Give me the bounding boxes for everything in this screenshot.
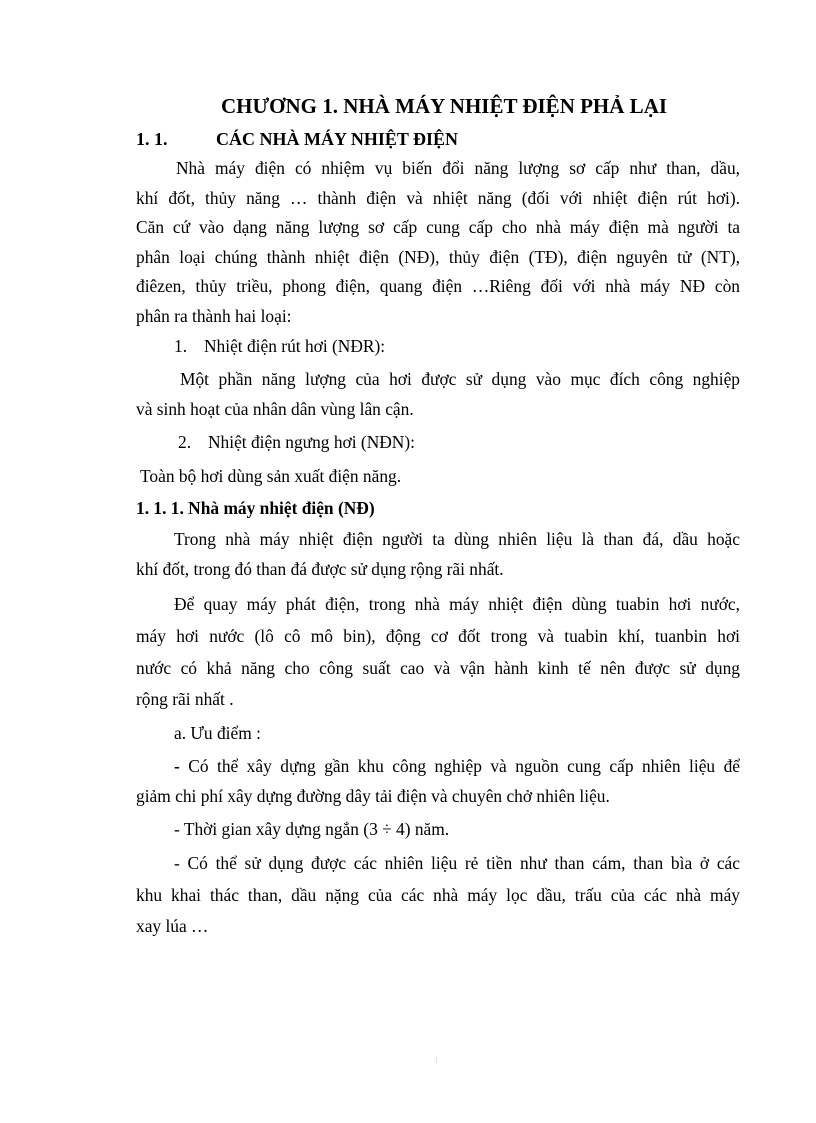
intro-paragraph bbox=[136, 154, 740, 332]
description-line: và sinh hoạt của nhân dân vùng lân cận. bbox=[136, 398, 414, 419]
extraction-plant-description bbox=[136, 365, 740, 424]
description-line: Một phần năng lượng của hơi được sử dụng vào mục đích công nghiệp bbox=[180, 369, 740, 390]
list-item-condensing-plant bbox=[136, 428, 740, 458]
list-number: 2. bbox=[178, 432, 192, 453]
advantage-line: - Có thể sử dụng được các nhiên liệu rẻ tiền như than cám, than bìa ở các bbox=[174, 853, 740, 874]
condensing-plant-description: Toàn bộ hơi dùng sản xuất điện năng. bbox=[140, 465, 402, 486]
fuel-paragraph bbox=[136, 525, 740, 584]
advantage-line: khu khai thác than, dầu nặng của các nhà máy lọc dầu, trấu của các nhà máy bbox=[136, 884, 740, 905]
section-number: 1. 1. bbox=[136, 129, 168, 149]
advantages-heading: a. Ưu điểm : bbox=[174, 722, 261, 743]
fuel-line: khí đốt, trong đó than đá được sử dụng rộng rãi nhất. bbox=[136, 558, 504, 579]
list-item-extraction-plant bbox=[136, 332, 740, 362]
list-number: 1. bbox=[174, 335, 188, 356]
advantage-line: giảm chi phí xây dựng đường dây tải điện và chuyên chở nhiên liệu. bbox=[136, 785, 610, 806]
turbine-paragraph bbox=[136, 590, 740, 714]
fuel-line: Trong nhà máy nhiệt điện người ta dùng nhiên liệu là than đá, dầu hoặc bbox=[174, 529, 740, 550]
turbine-line: nước có khả năng cho công suất cao và vận hành kinh tế nên được sử dụng bbox=[136, 657, 740, 678]
section-title: CÁC NHÀ MÁY NHIỆT ĐIỆN bbox=[216, 129, 459, 149]
intro-line: Căn cứ vào dạng năng lượng sơ cấp cung cấp cho nhà máy điện mà người ta bbox=[136, 217, 740, 238]
subsection-heading-thermal-plant: 1. 1. 1. Nhà máy nhiệt điện (NĐ) bbox=[136, 497, 375, 518]
advantage-line bbox=[136, 752, 740, 782]
section-heading-power-plants bbox=[136, 124, 740, 154]
bold-dash: - bbox=[174, 756, 180, 777]
intro-line: điêzen, thủy triều, phong điện, quang điện …Riêng đối với nhà máy NĐ còn bbox=[136, 276, 740, 297]
turbine-line: Để quay máy phát điện, trong nhà máy nhiệt điện dùng tuabin hơi nước, bbox=[174, 594, 740, 615]
advantage-line: xay lúa … bbox=[136, 916, 209, 937]
intro-line: phân ra thành hai loại: bbox=[136, 305, 292, 326]
page-footer-mark: 1 bbox=[434, 1055, 439, 1065]
turbine-line: máy hơi nước (lô cô mô bin), động cơ đốt trong và tuabin khí, tuanbin hơi bbox=[136, 625, 740, 646]
turbine-line: rộng rãi nhất . bbox=[136, 689, 234, 710]
list-label: Nhiệt điện rút hơi (NĐR): bbox=[204, 335, 386, 356]
advantage-text: Có thể xây dựng gần khu công nghiệp và nguồn cung cấp nhiên liệu để bbox=[179, 756, 740, 777]
intro-line: khí đốt, thủy năng … thành điện và nhiệt năng (đối với nhiệt điện rút hơi). bbox=[136, 187, 740, 208]
chapter-title: CHƯƠNG 1. NHÀ MÁY NHIỆT ĐIỆN PHẢ LẠI bbox=[220, 94, 668, 118]
advantage-location bbox=[136, 752, 740, 811]
intro-line: phân loại chúng thành nhiệt điện (NĐ), thủy điện (TĐ), điện nguyên tử (NT), bbox=[136, 246, 740, 267]
list-label: Nhiệt điện ngưng hơi (NĐN): bbox=[208, 432, 415, 453]
advantage-construction-time: - Thời gian xây dựng ngắn (3 ÷ 4) năm. bbox=[174, 819, 450, 840]
intro-line: Nhà máy điện có nhiệm vụ biến đổi năng lượng sơ cấp như than, dầu, bbox=[176, 158, 740, 178]
page-content bbox=[136, 90, 740, 942]
advantage-cheap-fuel bbox=[136, 849, 740, 942]
